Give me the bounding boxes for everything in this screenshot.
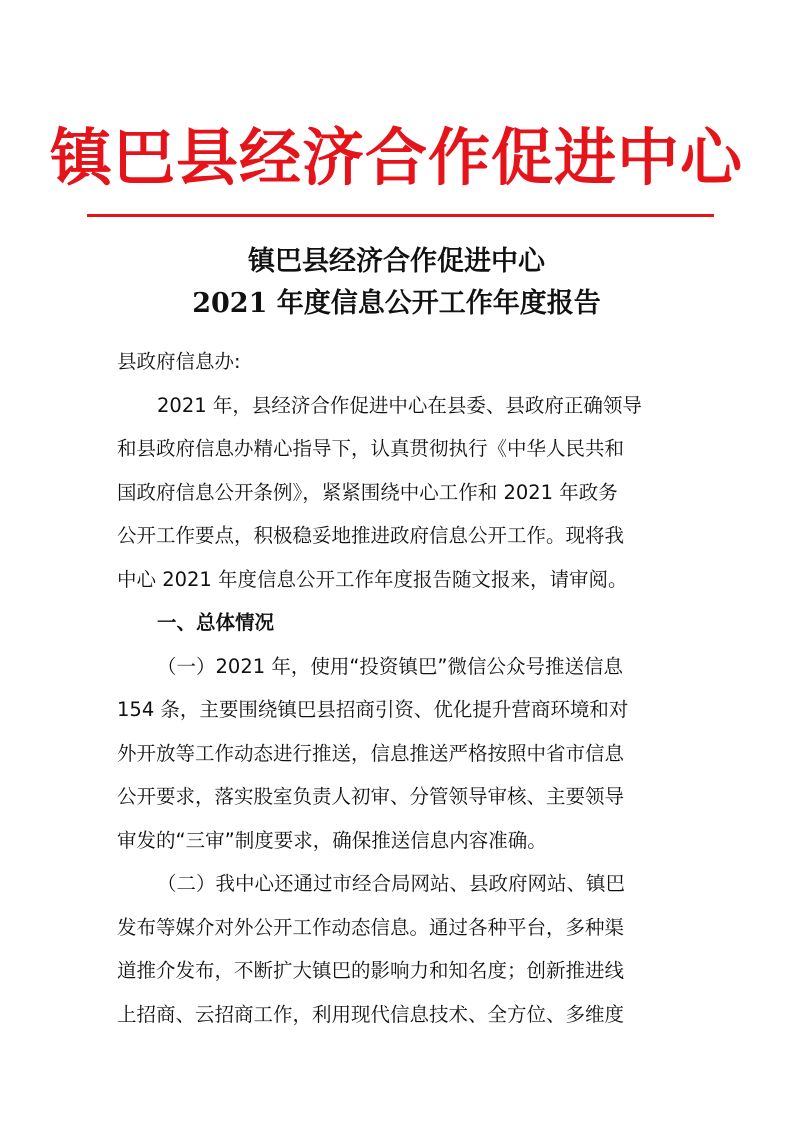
letterhead-org-name: 镇巴县经济合作促进中心	[49, 121, 743, 194]
body-line: 发布等媒介对外公开工作动态信息。通过各种平台，多种渠	[117, 915, 625, 939]
document-title-line-2: 2021 年度信息公开工作年度报告	[192, 288, 601, 319]
document-body	[117, 340, 677, 1036]
body-line: 公开工作要点，积极稳妥地推进政府信息公开工作。现将我	[117, 524, 625, 547]
body-line: （二）我中心还通过市经合局网站、县政府网站、镇巴	[157, 872, 626, 895]
body-line: 公开要求，落实股室负责人初审、分管领导审核、主要领导	[117, 785, 625, 808]
body-line: 中心 2021 年度信息公开工作年度报告随文报来，请审阅。	[117, 567, 628, 591]
body-line: 和县政府信息办精心指导下，认真贯彻执行《中华人民共和	[117, 437, 625, 460]
body-line: 2021 年，县经济合作促进中心在县委、县政府正确领导	[157, 393, 642, 417]
body-line: 上招商、云招商工作，利用现代信息技术、全方位、多维度	[117, 1002, 625, 1026]
body-line: 国政府信息公开条例》，紧紧围绕中心工作和 2021 年政务	[117, 480, 618, 504]
salutation: 县政府信息办:	[117, 350, 241, 373]
body-line: 道推介发布，不断扩大镇巴的影响力和知名度；创新推进线	[117, 959, 625, 982]
section-heading: 一、总体情况	[157, 611, 275, 634]
letterhead-red-rule	[87, 214, 714, 217]
document-title-line-1: 镇巴县经济合作促进中心	[248, 246, 545, 277]
body-line: （一）2021 年，使用“投资镇巴”微信公众号推送信息	[157, 654, 624, 678]
body-line: 外开放等工作动态进行推送，信息推送严格按照中省市信息	[117, 741, 625, 765]
body-line: 154 条，主要围绕镇巴县招商引资、优化提升营商环境和对	[117, 698, 629, 721]
body-line: 审发的“三审”制度要求，确保推送信息内容准确。	[117, 828, 547, 852]
